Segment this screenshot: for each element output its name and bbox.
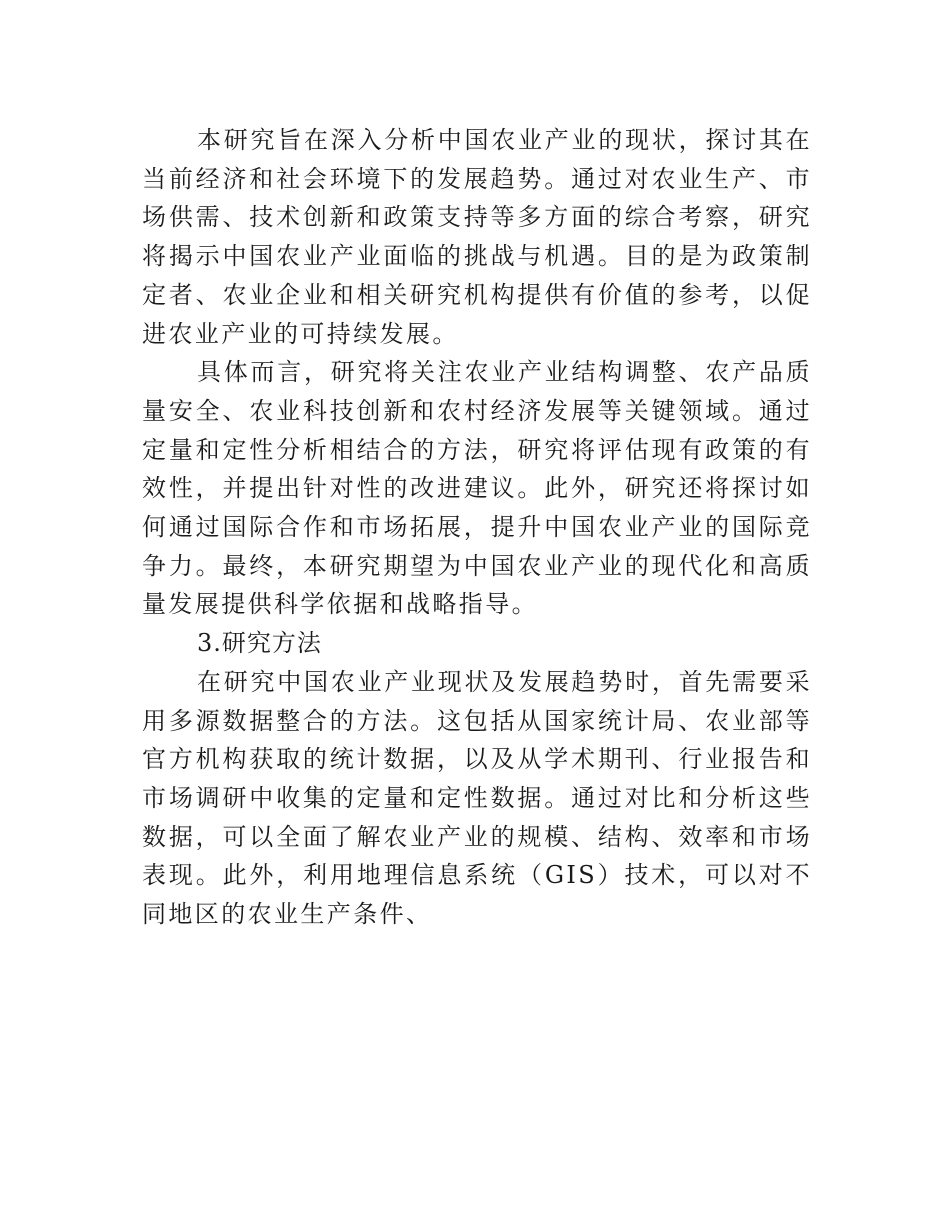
intro-paragraph-1: 本研究旨在深入分析中国农业产业的现状，探讨其在当前经济和社会环境下的发展趋势。通过对农业生产、市场供需、技术创新和政策支持等多方面的综合考察，研究将揭示中国农业产业面临的挑战与机遇。目的是为政策制定者、农业企业和相关研究机构提供有价值的参考，以促进农业产业的可持续发展。 bbox=[142, 126, 812, 348]
section-heading: 3.研究方法 bbox=[197, 629, 322, 658]
document-body bbox=[142, 121, 812, 934]
method-paragraph-1: 在研究中国农业产业现状及发展趋势时，首先需要采用多源数据整合的方法。这包括从国家统计局、农业部等官方机构获取的统计数据，以及从学术期刊、行业报告和市场调研中收集的定量和定性数据。通过对比和分析这些数据，可以全面了解农业产业的规模、结构、效率和市场表现。此外，利用地理信息系统（GIS）技术，可以对不同地区的农业生产条件、 bbox=[142, 667, 812, 929]
intro-paragraph-2: 具体而言，研究将关注农业产业结构调整、农产品质量安全、农业科技创新和农村经济发展等关键领域。通过定量和定性分析相结合的方法，研究将评估现有政策的有效性，并提出针对性的改进建议。此外，研究还将探讨如何通过国际合作和市场拓展，提升中国农业产业的国际竞争力。最终，本研究期望为中国农业产业的现代化和高质量发展提供科学依据和战略指导。 bbox=[142, 358, 812, 619]
